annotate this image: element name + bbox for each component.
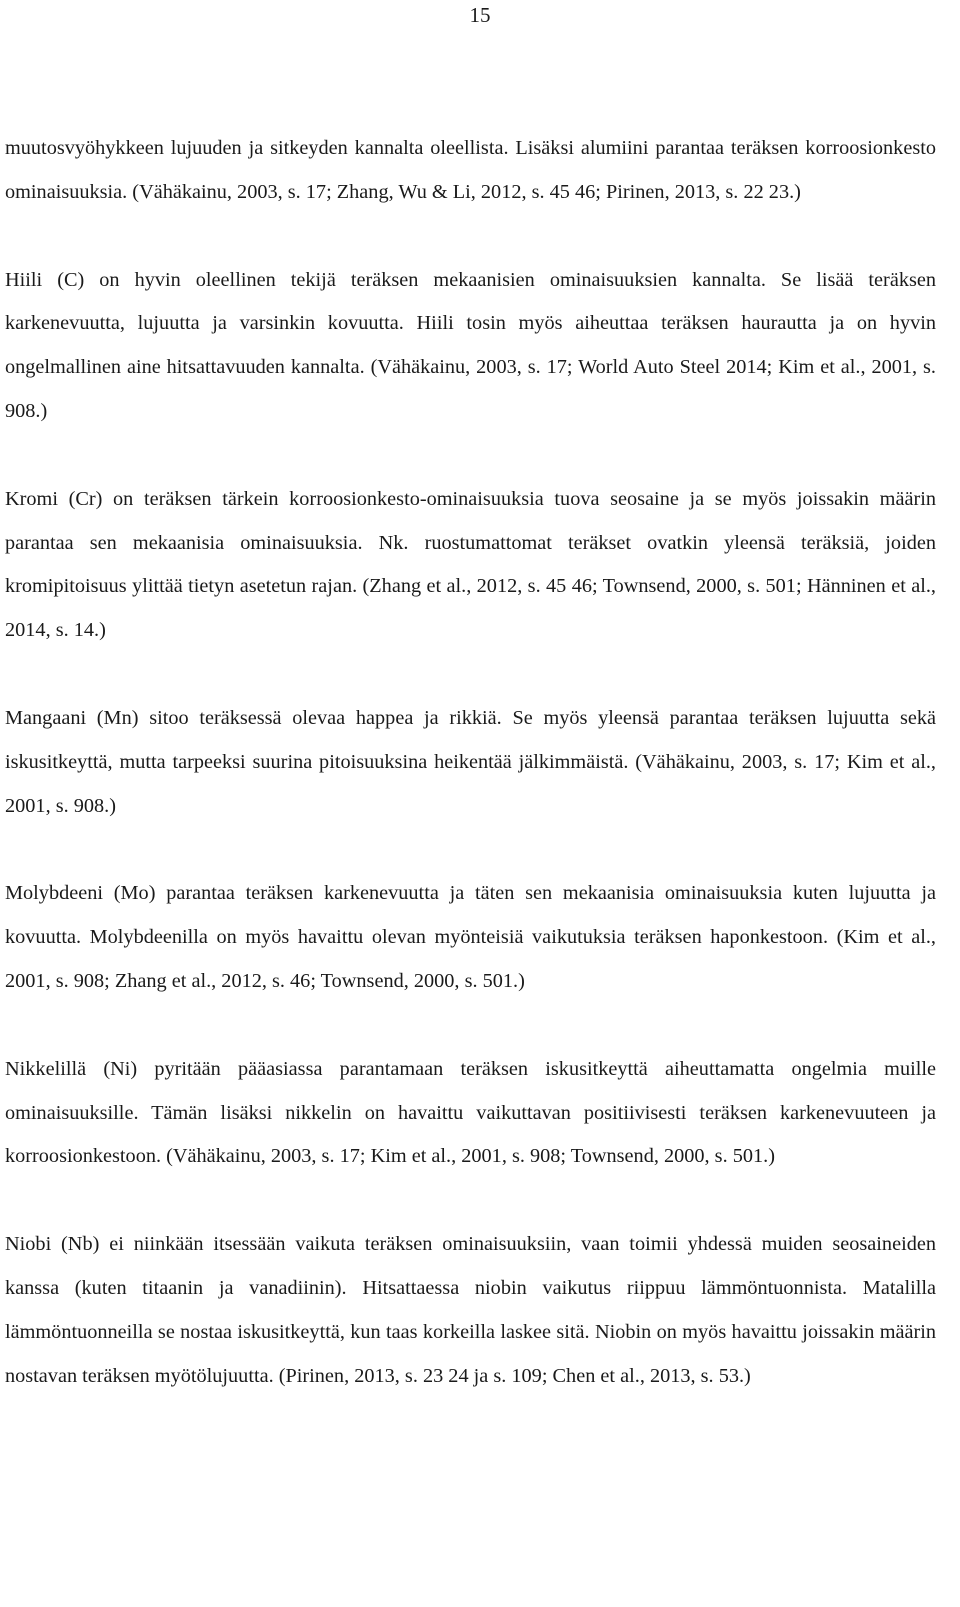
paragraph-chromium: Kromi (Cr) on teräksen tärkein korroosionkesto-ominaisuuksia tuova seosaine ja se myös joissakin määrin parantaa sen mekaanisia ominaisuuksia. Nk. ruostumattomat teräkset ovatkin yleensä teräksiä, joiden kromipitoisuus ylittää tietyn asetetun rajan. (Zhang et al., 2012, s. 45 46; Townsend, 2000, s. 501; Hänninen et al., 2014, s. 14.) [5, 487, 936, 642]
document-body [5, 127, 936, 1442]
paragraph-niobium: Niobi (Nb) ei niinkään itsessään vaikuta teräksen ominaisuuksiin, vaan toimii yhdessä muiden seosaineiden kanssa (kuten titaanin ja vanadiinin). Hitsattaessa niobin vaikutus riippuu lämmöntuonnista. Matalilla lämmöntuonneilla se nostaa iskusitkeyttä, kun taas korkeilla laskee sitä. Niobin on myös havaittu joissakin määrin nostavan teräksen myötölujuutta. (Pirinen, 2013, s. 23 24 ja s. 109; Chen et al., 2013, s. 53.) [5, 1233, 936, 1387]
paragraph-molybdenum: Molybdeeni (Mo) parantaa teräksen karkenevuutta ja täten sen mekaanisia ominaisuuksia kuten lujuutta ja kovuutta. Molybdeenilla on myös havaittu olevan myönteisiä vaikutuksia teräksen haponkestoon. (Kim et al., 2001, s. 908; Zhang et al., 2012, s. 46; Townsend, 2000, s. 501.) [5, 882, 936, 992]
paragraph-aluminium: muutosvyöhykkeen lujuuden ja sitkeyden kannalta oleellista. Lisäksi alumiini parantaa teräksen korroosionkesto ominaisuuksia. (Vähäkainu, 2003, s. 17; Zhang, Wu & Li, 2012, s. 45 46; Pirinen, 2013, s. 22 23.) [5, 137, 936, 203]
paragraph-manganese: Mangaani (Mn) sitoo teräksessä olevaa happea ja rikkiä. Se myös yleensä parantaa teräksen lujuutta sekä iskusitkeyttä, mutta tarpeeksi suurina pitoisuuksina heikentää jälkimmäistä. (Vähäkainu, 2003, s. 17; Kim et al., 2001, s. 908.) [5, 706, 936, 817]
page-number: 15 [469, 3, 491, 27]
paragraph-nickel: Nikkelillä (Ni) pyritään pääasiassa parantamaan teräksen iskusitkeyttä aiheuttamatta ongelmia muille ominaisuuksille. Tämän lisäksi nikkelin on havaittu vaikuttavan positiivisesti teräksen karkenevuuteen ja korroosionkestoon. (Vähäkainu, 2003, s. 17; Kim et al., 2001, s. 908; Townsend, 2000, s. 501.) [5, 1057, 936, 1168]
paragraph-carbon: Hiili (C) on hyvin oleellinen tekijä teräksen mekaanisien ominaisuuksien kannalta. Se lisää teräksen karkenevuutta, lujuutta ja varsinkin kovuutta. Hiili tosin myös aiheuttaa teräksen haurautta ja on hyvin ongelmallinen aine hitsattavuuden kannalta. (Vähäkainu, 2003, s. 17; World Auto Steel 2014; Kim et al., 2001, s. 908.) [5, 268, 936, 422]
